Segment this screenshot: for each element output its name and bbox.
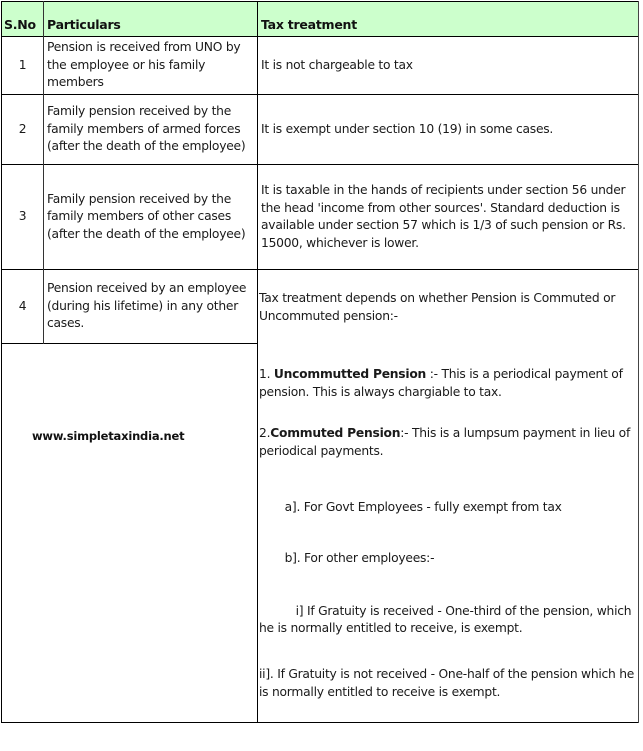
row-2-sno	[2, 95, 43, 164]
point-1-number: 1.	[259, 367, 274, 381]
point-2-title: Commuted Pension	[270, 426, 401, 440]
row-1-particulars	[44, 37, 257, 94]
point-2-text: :- This is a lumpsum payment in lieu of periodical payments.	[259, 426, 631, 458]
row-4-point-2	[259, 425, 639, 460]
row-4-intro	[259, 290, 639, 325]
border-sno-particulars	[43, 1, 44, 344]
row-4-sub-ii	[259, 666, 639, 701]
border-header-bottom	[1, 36, 639, 37]
border-right	[638, 1, 639, 723]
row-4-sub-i	[259, 585, 639, 655]
border-left	[1, 1, 2, 723]
header-tax-treatment-label: Tax treatment	[261, 16, 357, 32]
sub-b-text: b]. For other employees:-	[280, 550, 435, 565]
border-bottom	[1, 722, 639, 723]
border-row-4-left-bottom	[1, 343, 258, 344]
row-2-particulars-text: Family pension received by the family members of armed forces (after the death of the employee)	[47, 104, 246, 154]
row-1-tax-treatment	[258, 37, 638, 94]
row-4-sno	[2, 270, 43, 343]
border-row-1-bottom	[1, 94, 639, 95]
sub-a-text: a]. For Govt Employees - fully exempt from tax	[280, 499, 562, 514]
row-3-tax-treatment	[258, 165, 638, 269]
header-sno-label: S.No	[4, 16, 36, 32]
row-1-particulars-text: Pension is received from UNO by the employee or his family members	[47, 40, 241, 90]
sub-i-text: i] If Gratuity is received - One-third of the pension, which he is normally entitled to receive, is exempt.	[259, 603, 635, 635]
row-4-sub-a	[259, 481, 639, 534]
row-4-particulars-text: Pension received by an employee (during his lifetime) in any other cases.	[47, 281, 247, 331]
row-4-intro-text: Tax treatment depends on whether Pension is Commuted or Uncommuted pension:-	[259, 291, 616, 323]
border-top	[1, 1, 639, 2]
point-1-text: :- This is a periodical payment of pension. This is always chargiable to tax.	[259, 367, 623, 399]
website-watermark: www.simpletaxindia.net	[32, 429, 185, 443]
row-3-sno-value: 3	[18, 209, 27, 224]
row-4-point-1	[259, 366, 639, 401]
row-2-sno-value: 2	[18, 121, 27, 136]
row-1-sno-value: 1	[18, 57, 27, 72]
row-3-sno	[2, 165, 43, 269]
point-1-title: Uncommutted Pension	[273, 367, 427, 381]
row-3-particulars	[44, 165, 257, 269]
row-3-particulars-text: Family pension received by the family members of other cases (after the death of the employee)	[47, 191, 246, 241]
row-4-particulars	[44, 270, 257, 343]
sub-ii-text: ii]. If Gratuity is not received - One-half of the pension which he is normally entitled to receive is exempt.	[259, 667, 635, 699]
border-row-3-bottom	[1, 269, 639, 270]
row-2-tax-treatment	[258, 95, 638, 164]
point-2-number: 2.	[259, 426, 271, 440]
row-3-tax-treatment-text: It is taxable in the hands of recipients under section 56 under the head 'income from other sources'. Standard deduction is available under section 57 which is 1/3 of such pension or Rs. 15000, whichever is lower.	[261, 183, 626, 250]
header-sno	[2, 2, 43, 36]
row-1-sno	[2, 37, 43, 94]
border-row-2-bottom	[1, 164, 639, 165]
header-particulars-label: Particulars	[47, 16, 121, 32]
border-particulars-tax	[257, 1, 258, 723]
row-4-sno-value: 4	[18, 298, 27, 313]
header-particulars	[44, 2, 257, 36]
header-tax-treatment	[258, 2, 638, 36]
row-1-tax-treatment-text: It is not chargeable to tax	[261, 57, 413, 72]
row-2-tax-treatment-text: It is exempt under section 10 (19) in some cases.	[261, 121, 554, 136]
row-2-particulars	[44, 95, 257, 164]
row-4-sub-b	[259, 532, 639, 585]
